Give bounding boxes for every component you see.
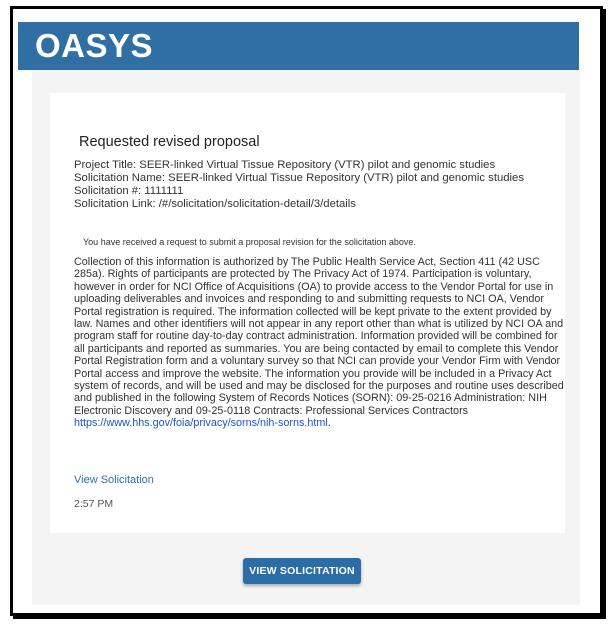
disclaimer-text: Collection of this information is authorized by The Public Health Service Act, Section 411 (42 USC 285a). Rights of participants are protected by The Privacy Act of 1974. Participation is voluntary, however in order for NCI Office of Acquisitions (OA) to provide access to the Vendor Portal for use in uploading deliverables and invoices and responding to and submitting requests to NCI OA, Vendor Portal registration is required. The information collected will be kept private to the extent provided by law. Names and other identifiers will not appear in any report other than what is utilized by NCI OA and program staff for routine day-to-day contract administration. Information provided will be combined for all participants and reported as summaries. You are being contacted by email to complete this Vendor Portal Registration form and a voluntary survey so that NCI can provide your Vendor Firm with Vendor Portal access and improve the website. The information you provide will be included in a Privacy Act system of records, and will be used and may be disclosed for the purposes and routine uses described and published in the following System of Records Notices (SORN): 09-25-0216 Administration: NIH Electronic Discovery and 09-25-0118 Contracts: Professional Services Contractors <box>74 256 564 417</box>
request-message: You have received a request to submit a proposal revision for the solicitation above. <box>83 237 416 247</box>
solicitation-number-line: Solicitation #: 1111111 <box>74 185 184 197</box>
sorn-link[interactable]: https://www.hhs.gov/foia/privacy/sorns/nih-sorns.html <box>74 417 328 430</box>
privacy-disclaimer <box>74 256 564 430</box>
message-title: Requested revised proposal <box>79 134 260 150</box>
solicitation-link-line: Solicitation Link: /#/solicitation/solicitation-detail/3/details <box>74 198 356 210</box>
view-solicitation-link[interactable]: View Solicitation <box>74 474 154 486</box>
disclaimer-end: . <box>327 417 331 430</box>
oasys-logo: OASYS <box>35 27 154 64</box>
solicitation-details <box>74 159 524 211</box>
solicitation-name-line: Solicitation Name: SEER-linked Virtual Tissue Repository (VTR) pilot and genomic studies <box>74 172 524 184</box>
view-solicitation-button[interactable]: VIEW SOLICITATION <box>243 558 361 584</box>
header-bar <box>18 22 579 70</box>
project-title-line: Project Title: SEER-linked Virtual Tissue Repository (VTR) pilot and genomic studies <box>74 159 496 171</box>
timestamp: 2:57 PM <box>74 498 114 510</box>
